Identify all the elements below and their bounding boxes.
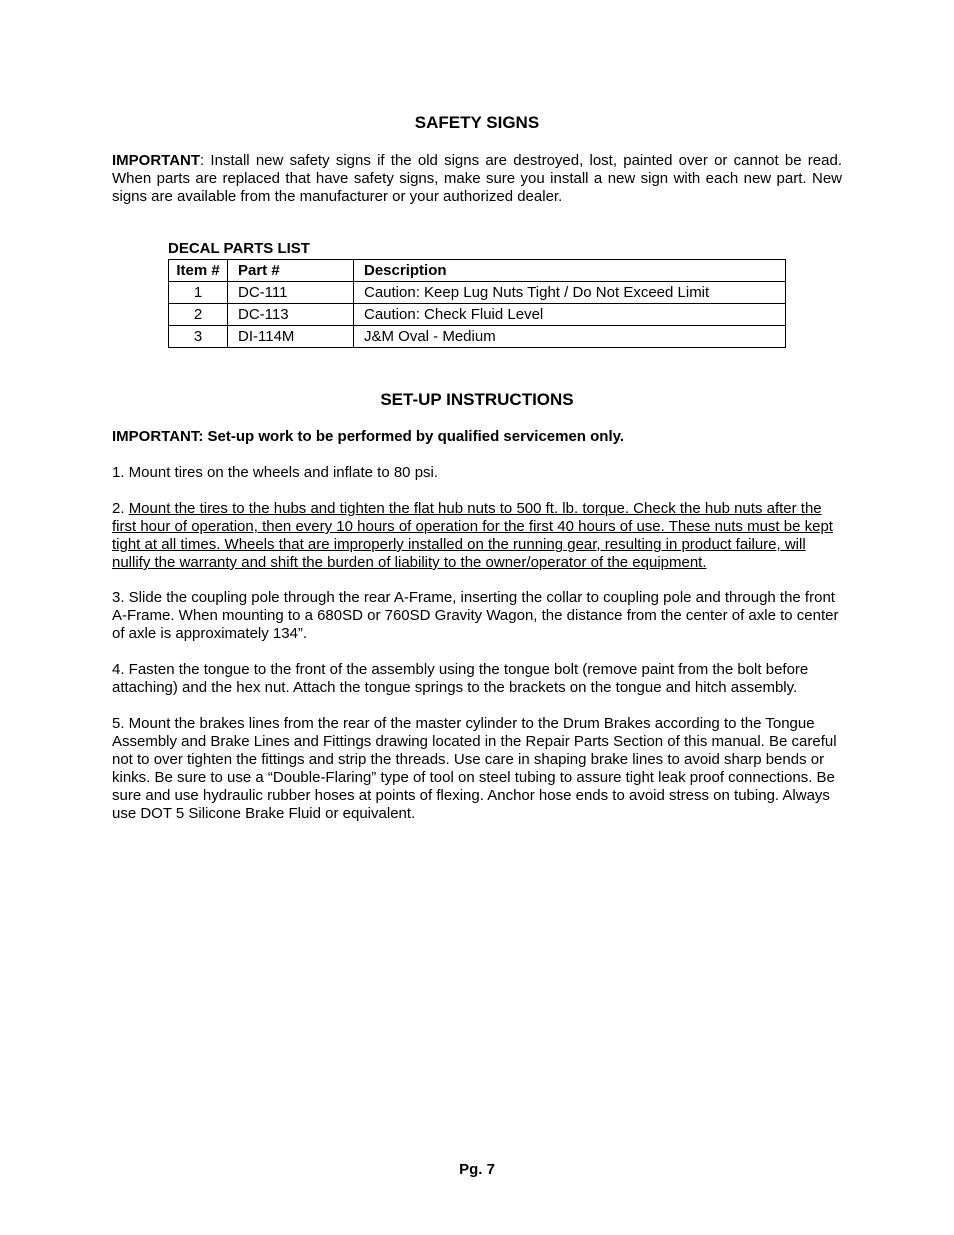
header-description: Description	[354, 260, 786, 282]
table-row	[169, 326, 786, 348]
table-row	[169, 282, 786, 304]
cell-description: Caution: Keep Lug Nuts Tight / Do Not Exceed Limit	[354, 282, 786, 304]
setup-step-1: 1. Mount tires on the wheels and inflate to 80 psi.	[112, 464, 439, 481]
safety-important-text: : Install new safety signs if the old signs are destroyed, lost, painted over or cannot be read. When parts are replaced that have safety signs, make sure you install a new sign with each new part. New signs are available from the manufacturer or your authorized dealer.	[112, 152, 842, 205]
table-row	[169, 304, 786, 326]
decal-parts-list-title: DECAL PARTS LIST	[168, 240, 310, 257]
table-header-row	[169, 260, 786, 282]
setup-instructions-title: SET-UP INSTRUCTIONS	[380, 390, 574, 409]
cell-item: 2	[169, 304, 228, 326]
step-2-number: 2.	[112, 500, 129, 517]
safety-important-paragraph	[112, 152, 842, 206]
cell-part: DC-111	[228, 282, 354, 304]
step-2-text: Mount the tires to the hubs and tighten the flat hub nuts to 500 ft. lb. torque. Check the hub nuts after the first hour of operation, then every 10 hours of operation for the first 40 hours of use. These nuts must be kept tight at all times. Wheels that are improperly installed on the running gear, resulting in product failure, will nullify the warranty and shift the burden of liability to the owner/operator of the equipment.	[112, 500, 833, 571]
setup-step-4: 4. Fasten the tongue to the front of the assembly using the tongue bolt (remove paint from the bolt before attaching) and the hex nut. Attach the tongue springs to the brackets on the tongue and hitch assembly.	[112, 661, 809, 696]
cell-description: Caution: Check Fluid Level	[354, 304, 786, 326]
important-label: IMPORTANT	[112, 152, 201, 169]
cell-part: DC-113	[228, 304, 354, 326]
safety-signs-title: SAFETY SIGNS	[414, 113, 540, 132]
cell-item: 1	[169, 282, 228, 304]
decal-parts-table	[168, 259, 786, 348]
header-item: Item #	[169, 260, 228, 282]
cell-item: 3	[169, 326, 228, 348]
page-number: Pg. 7	[459, 1161, 495, 1178]
setup-important: IMPORTANT: Set-up work to be performed by qualified servicemen only.	[112, 428, 625, 445]
cell-description: J&M Oval - Medium	[354, 326, 786, 348]
cell-part: DI-114M	[228, 326, 354, 348]
setup-step-2	[112, 500, 842, 572]
header-part: Part #	[228, 260, 354, 282]
setup-step-5: 5. Mount the brakes lines from the rear of the master cylinder to the Drum Brakes according to the Tongue Assembly and Brake Lines and Fittings drawing located in the Repair Parts Section of this manual. Be careful not to over tighten the fittings and strip the threads. Use care in shaping brake lines to avoid sharp bends or kinks. Be sure to use a “Double-Flaring” type of tool on steel tubing to assure tight leak proof connections. Be sure and use hydraulic rubber hoses at points of flexing. Anchor hose ends to avoid stress on tubing. Always use DOT 5 Silicone Brake Fluid or equivalent.	[112, 715, 837, 822]
setup-step-3: 3. Slide the coupling pole through the rear A-Frame, inserting the collar to coupling pole and through the front A-Frame. When mounting to a 680SD or 760SD Gravity Wagon, the distance from the center of axle to center of axle is approximately 134”.	[112, 589, 839, 642]
